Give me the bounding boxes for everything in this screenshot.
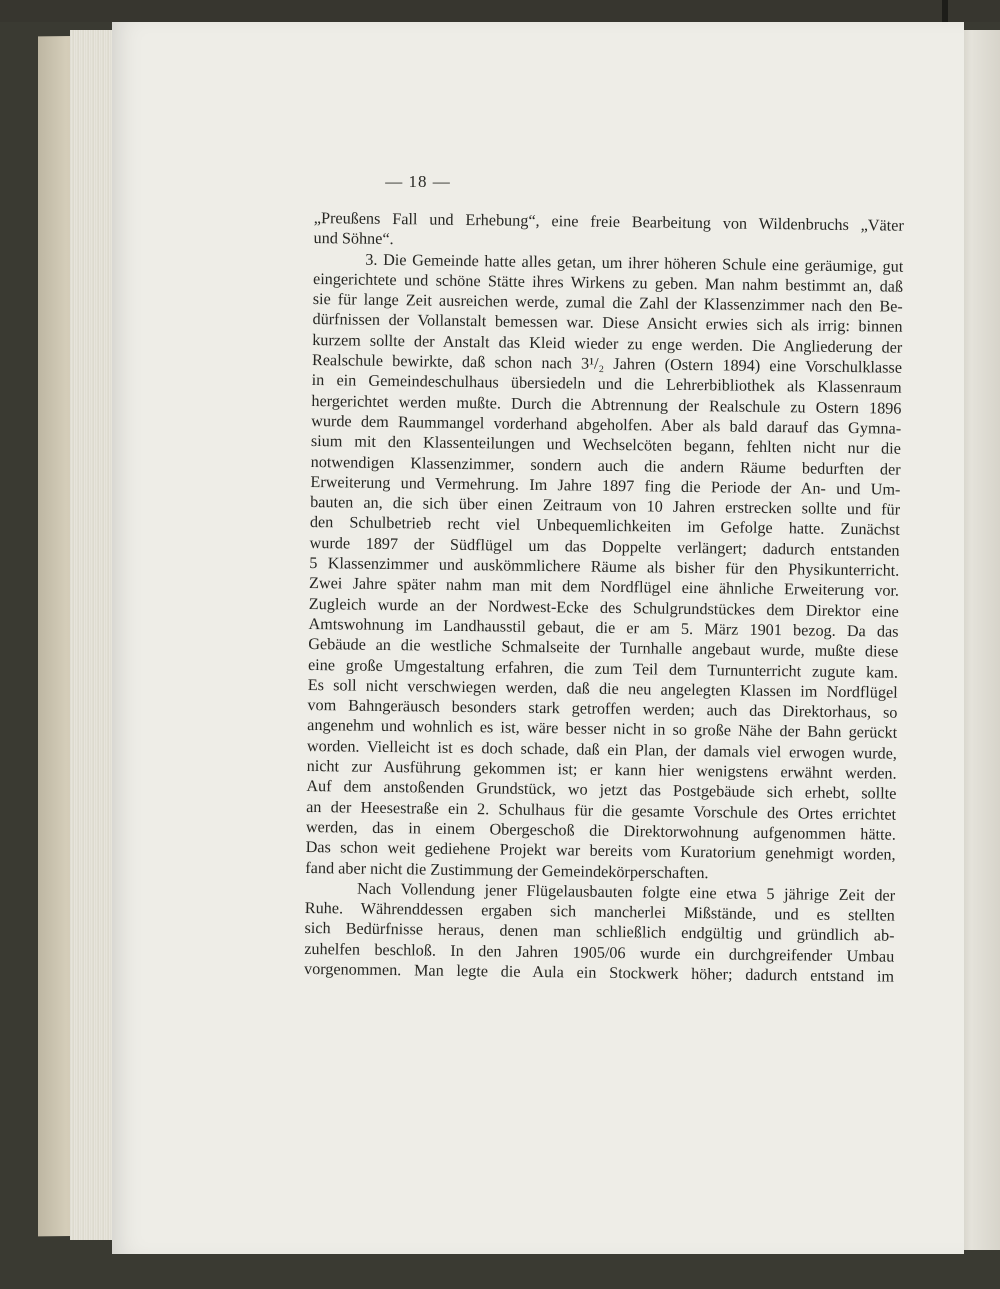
text-line: vom Bahngeräusch besonders stark getroffen werden; auch das Direktorhaus, so — [307, 696, 898, 722]
text-line: vorgenommen. Man legte die Aula ein Stockwerk höher; dadurch entstand im — [303, 959, 895, 986]
text-line: notwendigen Klassenzimmer, sondern auch die andern Räume bedurften der — [310, 452, 901, 479]
text-line: den Schulbetrieb recht viel Unbequemlichkeiten im Gefolge hatte. Zunächst — [309, 513, 900, 540]
text-line: Das schon weit gediehene Projekt war bereits vom Kuratorium genehmigt worden, — [305, 838, 896, 864]
text-line: eingerichtete und schöne Stätte ihres Wirkens zu geben. Man nahm bestimmt an, daß — [312, 269, 904, 296]
text-line: worden. Vielleicht ist es doch schade, daß ein Plan, der damals viel erwogen wurde, — [306, 736, 898, 763]
text-line: Auf dem anstoßenden Grundstück, wo jetzt das Postgebäude sich erhebt, sollte — [306, 777, 897, 803]
body-text — [304, 208, 904, 987]
text-line: Realschule bewirkte, daß schon nach 3¹/₂ Jahren (Ostern 1894) eine Vorschulklasse — [311, 351, 903, 377]
text-line: wurde dem Raummangel vorderhand abgeholfen. Aber als bald darauf das Gymna- — [311, 411, 902, 438]
text-line: sium mit den Klassenteilungen und Wechselcöten begann, fehlten nicht nur die — [310, 432, 902, 458]
text-line: dürfnissen der Vollanstalt bemessen war. Diese Ansicht erwies sich als irrig: binnen — [312, 310, 903, 337]
paragraph-start-line: 3. Die Gemeinde hatte alles getan, um ihrer höheren Schule eine geräumige, gut — [365, 250, 904, 276]
text-line: an der Heesestraße ein 2. Schulhaus für die gesamte Vorschule des Ortes errichtet — [306, 797, 897, 824]
scan-top-border — [0, 0, 1000, 22]
text-line: angenehm und wohnlich es ist, wäre besser nicht in so große Nähe der Bahn gerückt — [307, 716, 898, 743]
text-line: Gebäude an die westliche Schmalseite der Turnhalle angebaut wurde, mußte diese — [308, 635, 899, 661]
text-line: wurde 1897 der Südflügel um das Doppelte verlängert; dadurch entstanden — [309, 533, 900, 560]
text-line: kurzem sollte der Anstalt das Kleid wieder zu enge werden. Die Angliederung der — [312, 330, 903, 357]
text-line: „Preußens Fall und Erhebung“, eine freie Bearbeitung von Wildenbruchs „Väter — [313, 208, 904, 235]
text-line: Zugleich wurde an der Nordwest-Ecke des Schulgrundstückes dem Direktor eine — [308, 594, 899, 621]
text-line: Erweiterung und Vermehrung. Im Jahre 1897 fing die Periode der An- und Um- — [310, 472, 901, 499]
text-line: werden, das in einem Obergeschoß die Direktorwohnung aufgenommen hätte. — [305, 817, 896, 844]
paragraph-start-line: Nach Vollendung jener Flügelausbauten folgte eine etwa 5 jährige Zeit der — [356, 879, 896, 905]
page-number: — 18 — — [385, 172, 451, 191]
text-line: Ruhe. Währenddessen ergaben sich mancherlei Mißstände, und es stellten — [304, 899, 895, 925]
text-line: eine große Umgestaltung erfahren, die zum Teil dem Turnunterricht zugute kam. — [307, 655, 899, 682]
text-line: sie für lange Zeit ausreichen werde, zumal die Zahl der Klassenzimmer nach den Be- — [312, 290, 903, 316]
text-line: und Söhne“. — [313, 229, 394, 249]
text-line: nicht zur Ausführung gekommen ist; er kann hier wenigstens erwähnt werden. — [306, 756, 897, 783]
text-line: hergerichtet werden mußte. Durch die Abtrennung der Realschule zu Ostern 1896 — [311, 391, 902, 418]
text-line: zuhelfen beschloß. In den Jahren 1905/06 wurde ein durchgreifender Umbau — [304, 939, 895, 966]
text-line: Zwei Jahre später nahm man mit dem Nordflügel eine ähnliche Erweiterung vor. — [308, 574, 900, 601]
text-line: in ein Gemeindeschulhaus übersiedeln und die Lehrerbibliothek als Klassenraum — [311, 371, 902, 398]
text-line: bauten an, die sich über einen Zeitraum von 10 Jahren erstrecken sollte und für — [310, 493, 901, 519]
text-line: 5 Klassenzimmer und auskömmlichere Räume als bisher für den Physikunterricht. — [309, 554, 900, 580]
text-line: Es soll nicht verschwiegen werden, daß die neu angelegten Klassen im Nordflügel — [307, 675, 898, 702]
text-line: sich Bedürfnisse heraus, denen man schließlich endgültig und gründlich ab- — [304, 919, 895, 946]
text-line: Amtswohnung im Landhausstil gebaut, die er am 5. März 1901 bezog. Da das — [308, 614, 899, 641]
text-line: fand aber nicht die Zustimmung der Gemeindekörperschaften. — [305, 858, 709, 882]
